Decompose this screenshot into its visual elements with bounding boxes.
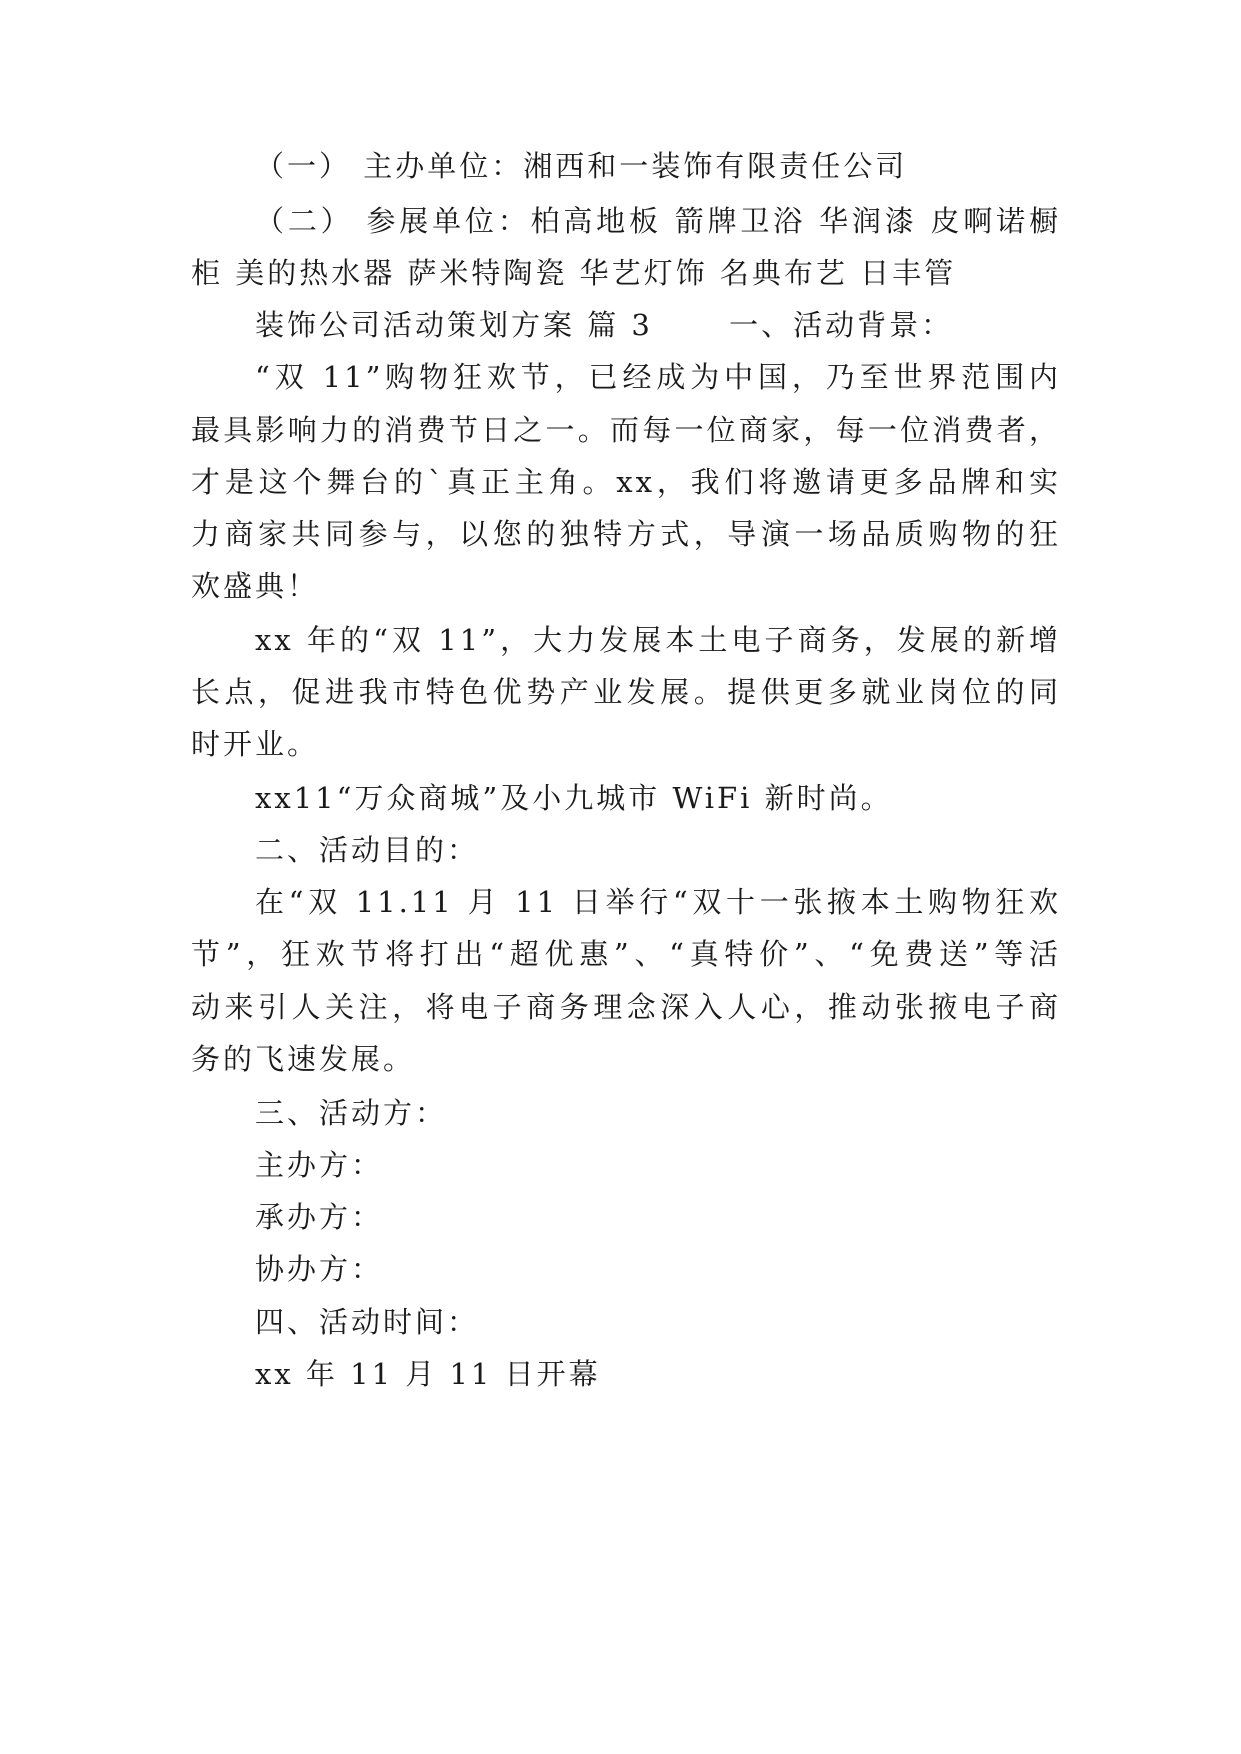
undertaker-line: 承办方： [255, 1200, 384, 1234]
purpose-para-line-1: 在“双 11.11 月 11 日举行“双十一张掖本土购物狂欢 [255, 885, 1061, 919]
exhibitor-line-1: （二） 参展单位：柏高地板 箭牌卫浴 华润漆 皮啊诺橱 [255, 204, 1061, 238]
development-para-line-2: 长点，促进我市特色优势产业发展。提供更多就业岗位的同 [191, 675, 1061, 709]
organizer-line: 主办方： [255, 1148, 384, 1182]
co-organizer-line: 协办方： [255, 1252, 384, 1286]
background-para-line-3: 才是这个舞台的`真正主角。xx，我们将邀请更多品牌和实 [191, 465, 1061, 499]
exhibitor-line-2: 柜 美的热水器 萨米特陶瓷 华艺灯饰 名典布艺 日丰管 [191, 256, 957, 290]
host-unit-line: （一） 主办单位：湘西和一装饰有限责任公司 [255, 149, 908, 183]
wifi-line: xx11“万众商城”及小九城市 WiFi 新时尚。 [255, 781, 893, 815]
purpose-para-line-3: 动来引人关注，将电子商务理念深入人心，推动张掖电子商 [191, 990, 1061, 1024]
section-title-plan-3: 装饰公司活动策划方案 篇 3 一、活动背景： [255, 308, 954, 342]
background-para-line-2: 最具影响力的消费节日之一。而每一位商家，每一位消费者， [191, 413, 1061, 447]
purpose-para-line-4: 务的飞速发展。 [191, 1042, 416, 1076]
section-heading-purpose: 二、活动目的： [255, 833, 480, 867]
section-heading-time: 四、活动时间： [255, 1305, 480, 1339]
development-para-line-1: xx 年的“双 11”，大力发展本土电子商务，发展的新增 [255, 623, 1061, 657]
background-para-line-4: 力商家共同参与，以您的独特方式，导演一场品质购物的狂 [191, 517, 1061, 551]
development-para-line-3: 时开业。 [191, 727, 320, 761]
opening-date-line: xx 年 11 月 11 日开幕 [255, 1357, 601, 1391]
section-heading-parties: 三、活动方： [255, 1096, 448, 1130]
purpose-para-line-2: 节”，狂欢节将打出“超优惠”、“真特价”、“免费送”等活 [191, 937, 1061, 971]
background-para-line-1: “双 11”购物狂欢节，已经成为中国，乃至世界范围内 [255, 360, 1061, 394]
background-para-line-5: 欢盛典！ [191, 569, 320, 603]
